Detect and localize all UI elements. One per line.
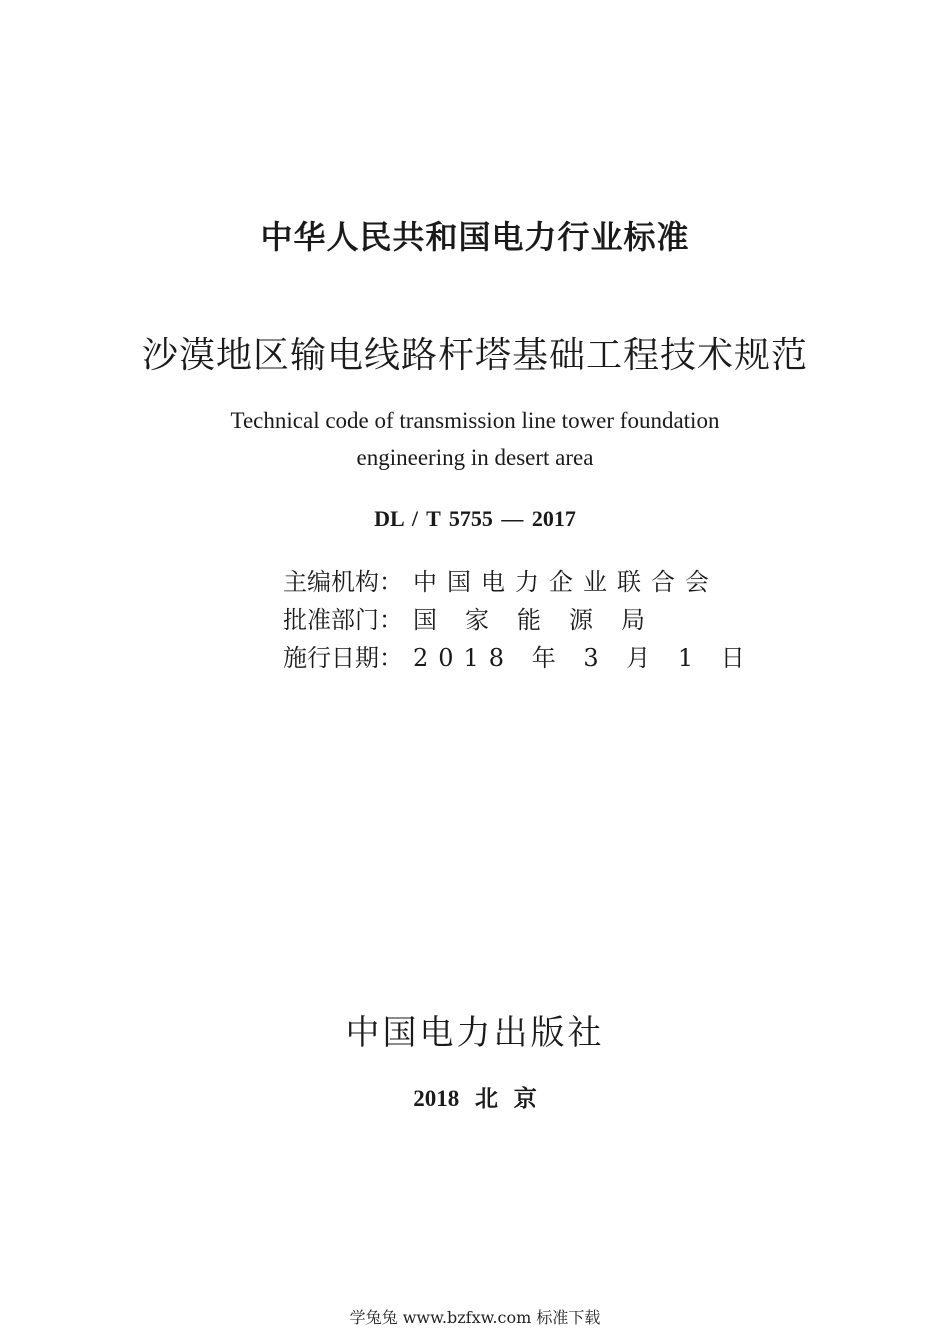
approver-label: 批准部门： xyxy=(283,606,403,634)
publisher-name: 中国电力出版社 xyxy=(345,1013,605,1053)
standard-code: DL / T 5755 — 2017 xyxy=(374,506,576,531)
effective-date-label: 施行日期： xyxy=(283,644,403,672)
effective-date-value: 2018 年 3 月 1 日 xyxy=(413,644,755,672)
document-title-english xyxy=(0,402,950,476)
approver-value: 国家能源局 xyxy=(413,606,673,634)
approver-row xyxy=(283,601,755,639)
editor-label: 主编机构： xyxy=(283,568,403,596)
editor-value: 中国电力企业联合会 xyxy=(413,568,719,596)
watermark-text: 学兔兔 www.bzfxw.com 标准下载 xyxy=(349,1308,601,1327)
document-title-chinese: 沙漠地区输电线路杆塔基础工程技术规范 xyxy=(141,335,808,376)
title-english-line-2: engineering in desert area xyxy=(356,445,594,470)
effective-date-row xyxy=(283,639,755,677)
standard-series-title: 中华人民共和国电力行业标准 xyxy=(260,218,690,256)
publication-year-place: 2018 北 京 xyxy=(413,1086,537,1111)
editor-row xyxy=(283,563,755,601)
document-metadata xyxy=(283,563,755,677)
title-english-line-1: Technical code of transmission line tower foundation xyxy=(230,408,720,433)
